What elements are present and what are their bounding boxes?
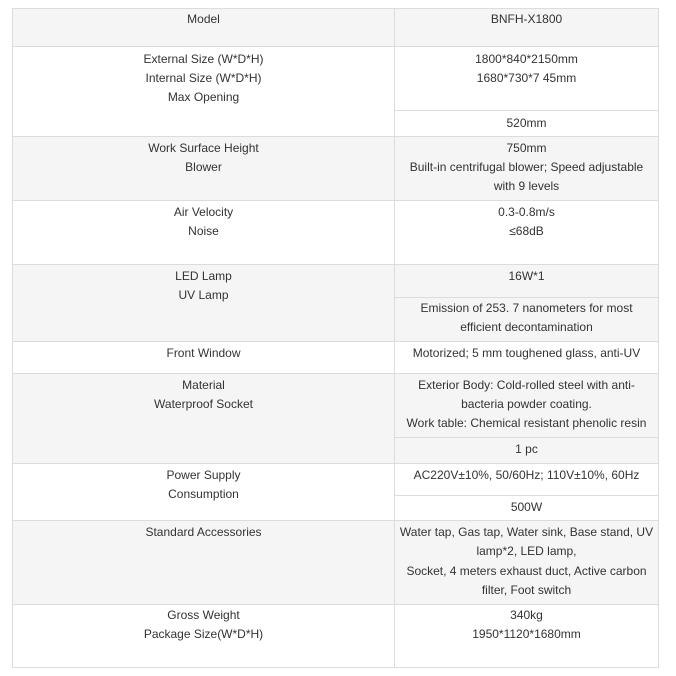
led-lamp-value: 16W*1 [508, 269, 545, 283]
accessories-value-line3: Socket, 4 meters exhaust duct, Active carbon [406, 564, 647, 578]
noise-label: Noise [188, 224, 219, 238]
max-opening-label: Max Opening [167, 90, 240, 104]
accessories-value-line1: Water tap, Gas tap, Water sink, Base stand, UV [399, 525, 654, 539]
work-surface-height-label: Work Surface Height [148, 141, 259, 155]
work-surface-height-value: 750mm [506, 141, 547, 155]
blower-label: Blower [185, 160, 222, 174]
front-window-label: Front Window [166, 346, 241, 360]
gross-weight-label: Gross Weight [167, 608, 240, 622]
material-value-line1: Exterior Body: Cold-rolled steel with anti- [418, 378, 635, 392]
waterproof-socket-value: 1 pc [515, 442, 538, 456]
power-supply-value: AC220V±10%, 50/60Hz; 110V±10%, 60Hz [413, 468, 640, 482]
model-label: Model [187, 12, 220, 26]
max-opening-value: 520mm [506, 116, 547, 130]
material-value-line3: Work table: Chemical resistant phenolic resin [406, 416, 647, 430]
internal-size-label: Internal Size (W*D*H) [145, 71, 262, 85]
external-size-value: 1800*840*2150mm [475, 52, 578, 66]
accessories-value-line2: lamp*2, LED lamp, [476, 544, 577, 558]
noise-value: ≤68dB [509, 224, 544, 238]
gross-weight-value: 340kg [510, 608, 543, 622]
blower-value-line2: with 9 levels [493, 179, 560, 193]
package-size-label: Package Size(W*D*H) [143, 627, 264, 641]
uv-lamp-value-line2: efficient decontamination [460, 320, 593, 334]
led-lamp-label: LED Lamp [175, 269, 232, 283]
front-window-value: Motorized; 5 mm toughened glass, anti-UV [412, 346, 641, 360]
package-size-value: 1950*1120*1680mm [472, 627, 581, 641]
blower-value-line1: Built-in centrifugal blower; Speed adjustable [409, 160, 644, 174]
internal-size-value: 1680*730*7 45mm [476, 71, 577, 85]
consumption-label: Consumption [168, 487, 239, 501]
uv-lamp-value-line1: Emission of 253. 7 nanometers for most [420, 301, 633, 315]
standard-accessories-label: Standard Accessories [145, 525, 262, 539]
air-velocity-label: Air Velocity [173, 205, 234, 219]
material-value-line2: bacteria powder coating. [461, 397, 592, 411]
air-velocity-value: 0.3-0.8m/s [498, 205, 555, 219]
accessories-value-line4: filter, Foot switch [481, 583, 572, 597]
external-size-label: External Size (W*D*H) [143, 52, 264, 66]
power-supply-label: Power Supply [166, 468, 241, 482]
material-label: Material [182, 378, 225, 392]
uv-lamp-label: UV Lamp [178, 288, 229, 302]
waterproof-socket-label: Waterproof Socket [154, 397, 253, 411]
model-value: BNFH-X1800 [490, 12, 563, 26]
consumption-value: 500W [510, 500, 543, 514]
